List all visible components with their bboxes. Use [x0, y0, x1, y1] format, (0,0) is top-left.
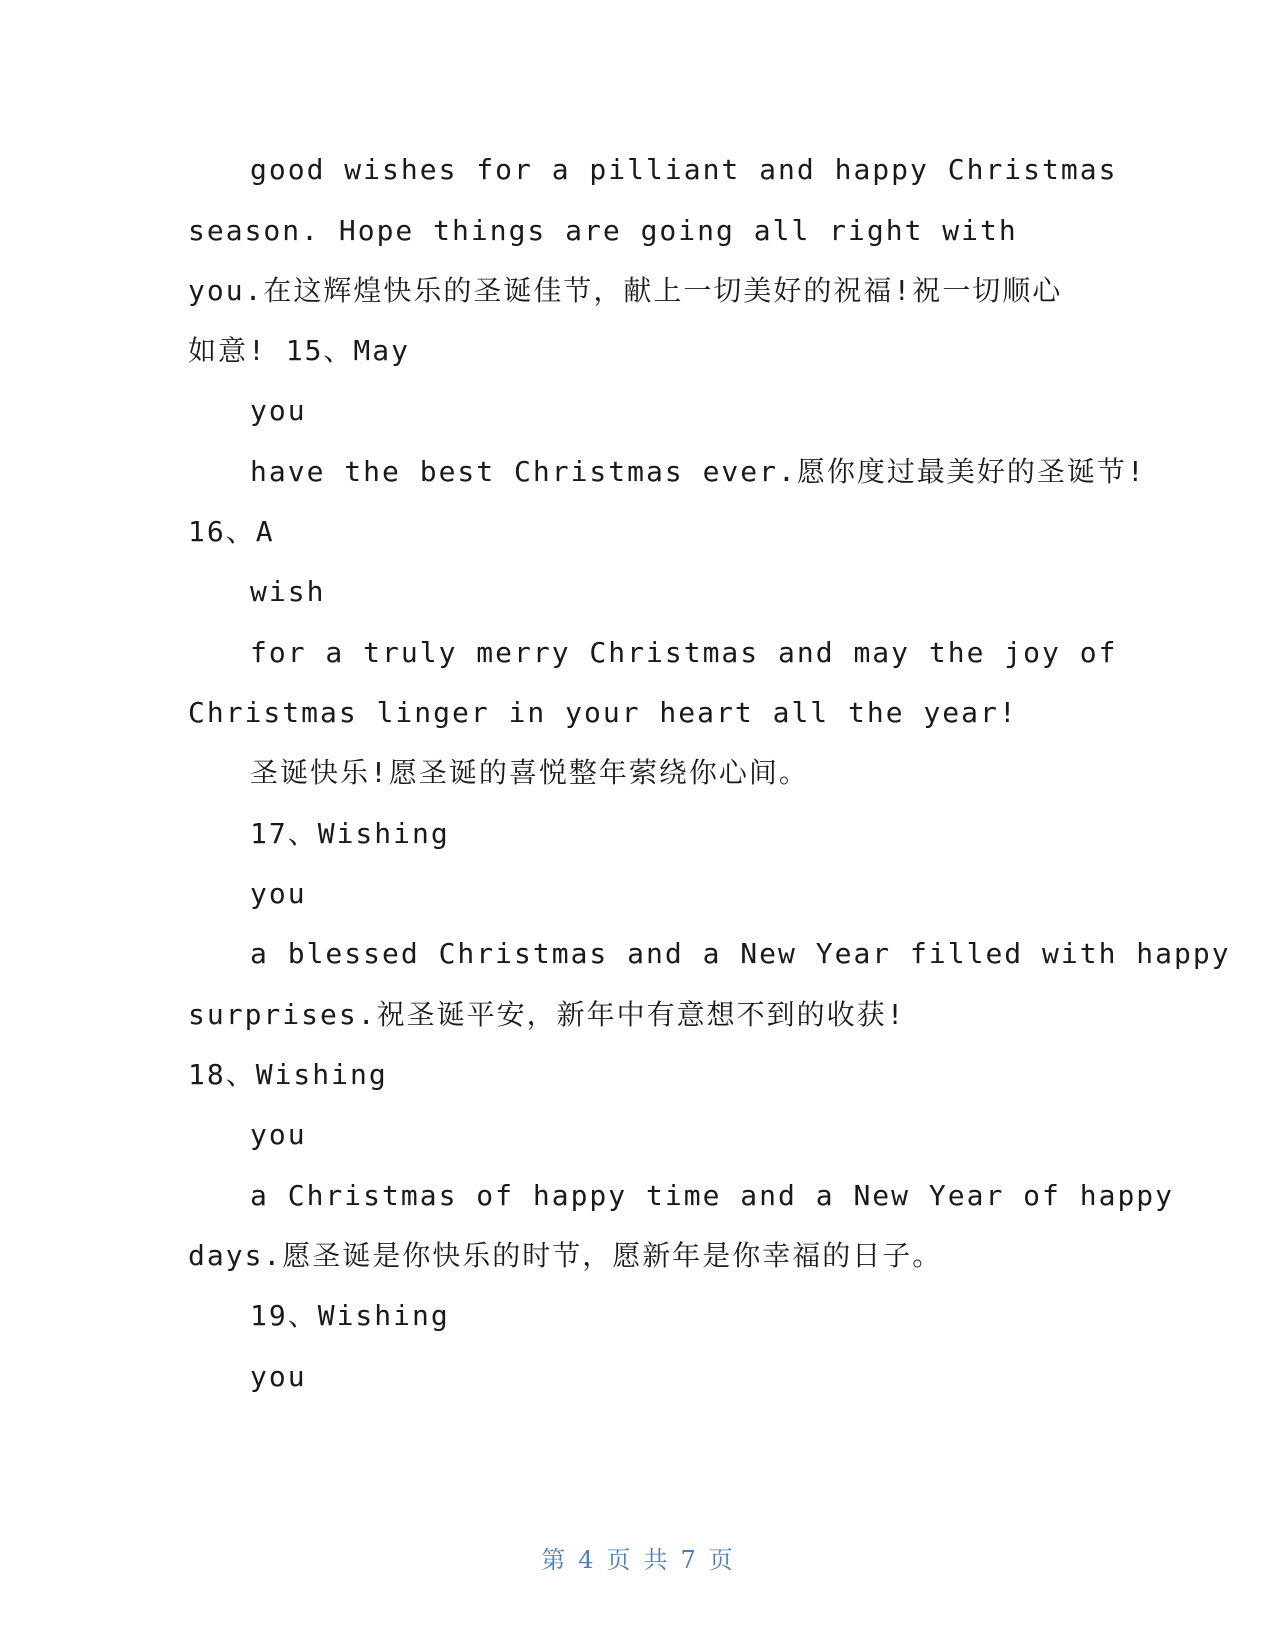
text-line: Christmas linger in your heart all the year! [188, 696, 1018, 729]
text-line: 17、Wishing [250, 817, 450, 850]
page-footer [0, 1540, 1275, 1575]
text-line: have the best Christmas ever.愿你度过最美好的圣诞节! [250, 455, 1146, 488]
text-line: you [250, 1360, 307, 1393]
text-line: 如意! 15、May [188, 334, 411, 367]
text-line: 圣诞快乐!愿圣诞的喜悦整年萦绕你心间。 [250, 756, 809, 789]
page-word: 页 [606, 1546, 632, 1574]
text-line: season. Hope things are going all right with [188, 214, 1018, 247]
total-prefix: 共 [643, 1546, 669, 1574]
text-line: you [250, 1118, 307, 1151]
text-line: for a truly merry Christmas and may the joy of [250, 636, 1118, 669]
text-line: you [250, 877, 307, 910]
page-prefix: 第 [541, 1546, 567, 1574]
total-pages-number: 7 [680, 1546, 697, 1574]
text-line: good wishes for a pilliant and happy Christmas [250, 153, 1118, 186]
text-line: 16、A [188, 515, 275, 548]
text-line: surprises.祝圣诞平安，新年中有意想不到的收获! [188, 998, 906, 1031]
text-line: days.愿圣诞是你快乐的时节，愿新年是你幸福的日子。 [188, 1239, 943, 1272]
text-line: 19、Wishing [250, 1299, 450, 1332]
text-line: you.在这辉煌快乐的圣诞佳节，献上一切美好的祝福!祝一切顺心 [188, 274, 1063, 307]
text-line: you [250, 394, 307, 427]
current-page-number: 4 [578, 1546, 595, 1574]
text-line: wish [250, 575, 326, 608]
text-line: a Christmas of happy time and a New Year of happy [250, 1179, 1175, 1212]
text-line: a blessed Christmas and a New Year filled with happy [250, 937, 1231, 970]
text-line: 18、Wishing [188, 1058, 388, 1091]
page-word-2: 页 [708, 1546, 734, 1574]
